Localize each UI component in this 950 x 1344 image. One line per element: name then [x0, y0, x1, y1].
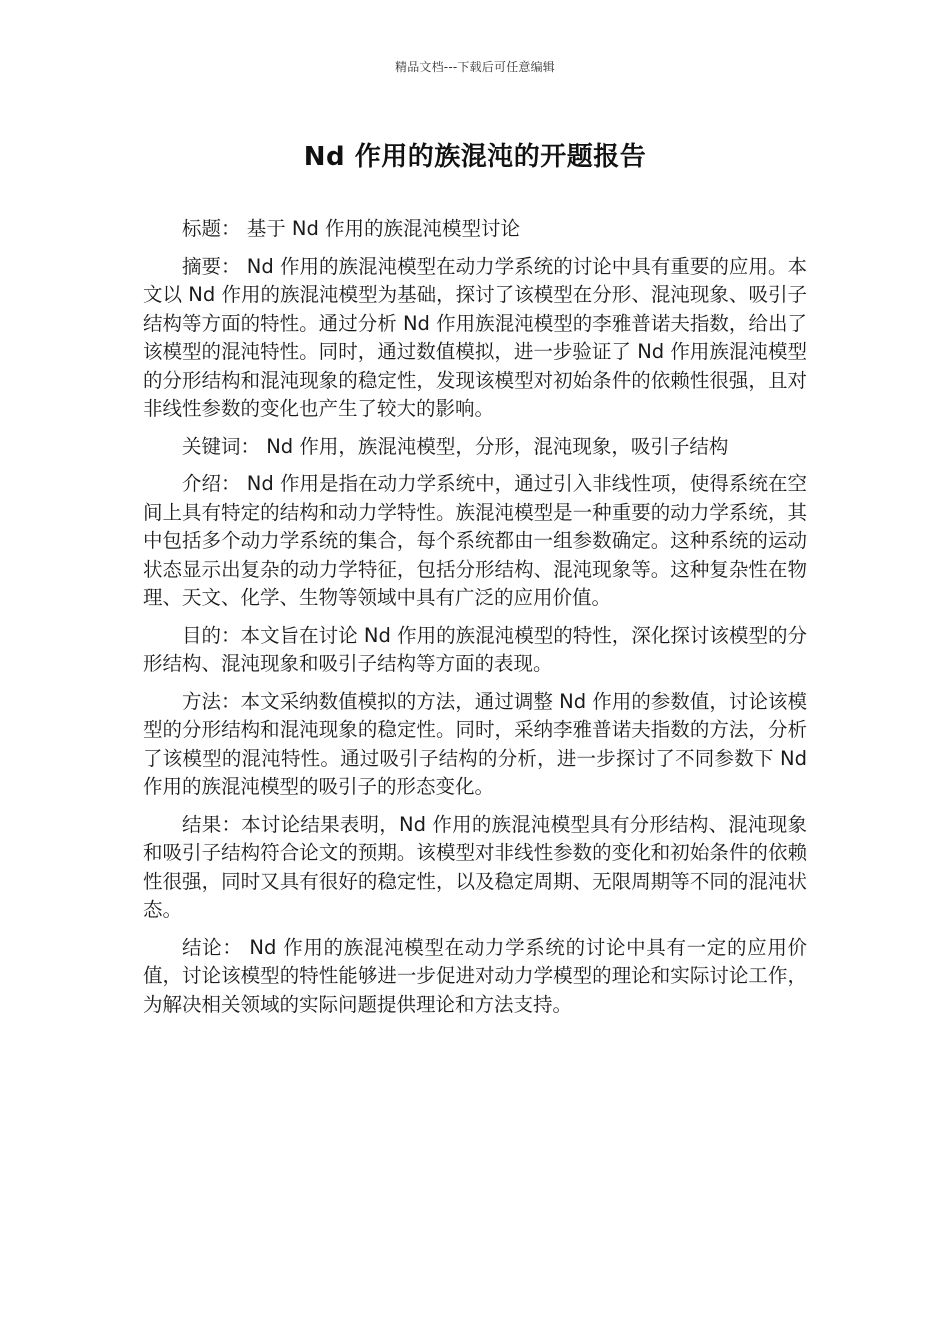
paragraph-method: 方法：本文采纳数值模拟的方法，通过调整 Nd 作用的参数值，讨论该模型的分形结构和混沌现象的稳定性。同时，采纳李雅普诺夫指数的方法，分析了该模型的混沌特性。通过吸引子结构的分析，进一步探讨了不同参数下 Nd 作用的族混沌模型的吸引子的形态变化。 — [143, 689, 807, 798]
document-body — [143, 215, 807, 1028]
paragraph-purpose: 目的：本文旨在讨论 Nd 作用的族混沌模型的特性，深化探讨该模型的分形结构、混沌现象和吸引子结构等方面的表现。 — [143, 623, 807, 675]
paragraph-introduction: 介绍： Nd 作用是指在动力学系统中，通过引入非线性项，使得系统在空间上具有特定的结构和动力学特性。族混沌模型是一种重要的动力学系统，其中包括多个动力学系统的集合，每个系统都由一组参数确定。这种系统的运动状态显示出复杂的动力学特征，包括分形结构、混沌现象等。这种复杂性在物理、天文、化学、生物等领域中具有广泛的应用价值。 — [143, 472, 807, 609]
document-title: Nd 作用的族混沌的开题报告 — [303, 142, 647, 172]
header-note: 精品文档---下载后可任意编辑 — [395, 60, 555, 74]
paragraph-abstract: 摘要： Nd 作用的族混沌模型在动力学系统的讨论中具有重要的应用。本文以 Nd 作用的族混沌模型为基础，探讨了该模型在分形、混沌现象、吸引子结构等方面的特性。通过分析 Nd 作用族混沌模型的李雅普诺夫指数，给出了该模型的混沌特性。同时，通过数值模拟，进一步验证了 Nd 作用族混沌模型的分形结构和混沌现象的稳定性，发现该模型对初始条件的依赖性很强，且对非线性参数的变化也产生了较大的影响。 — [143, 254, 807, 420]
paragraph-topic: 标题： 基于 Nd 作用的族混沌模型讨论 — [182, 217, 521, 240]
paragraph-results: 结果：本讨论结果表明，Nd 作用的族混沌模型具有分形结构、混沌现象和吸引子结构符合论文的预期。该模型对非线性参数的变化和初始条件的依赖性很强，同时又具有很好的稳定性，以及稳定周期、无限周期等不同的混沌状态。 — [143, 812, 807, 921]
paragraph-keywords: 关键词： Nd 作用，族混沌模型，分形，混沌现象，吸引子结构 — [182, 434, 729, 458]
paragraph-conclusion: 结论： Nd 作用的族混沌模型在动力学系统的讨论中具有一定的应用价值，讨论该模型的特性能够进一步促进对动力学模型的理论和实际讨论工作，为解决相关领域的实际问题提供理论和方法支持。 — [143, 935, 807, 1016]
